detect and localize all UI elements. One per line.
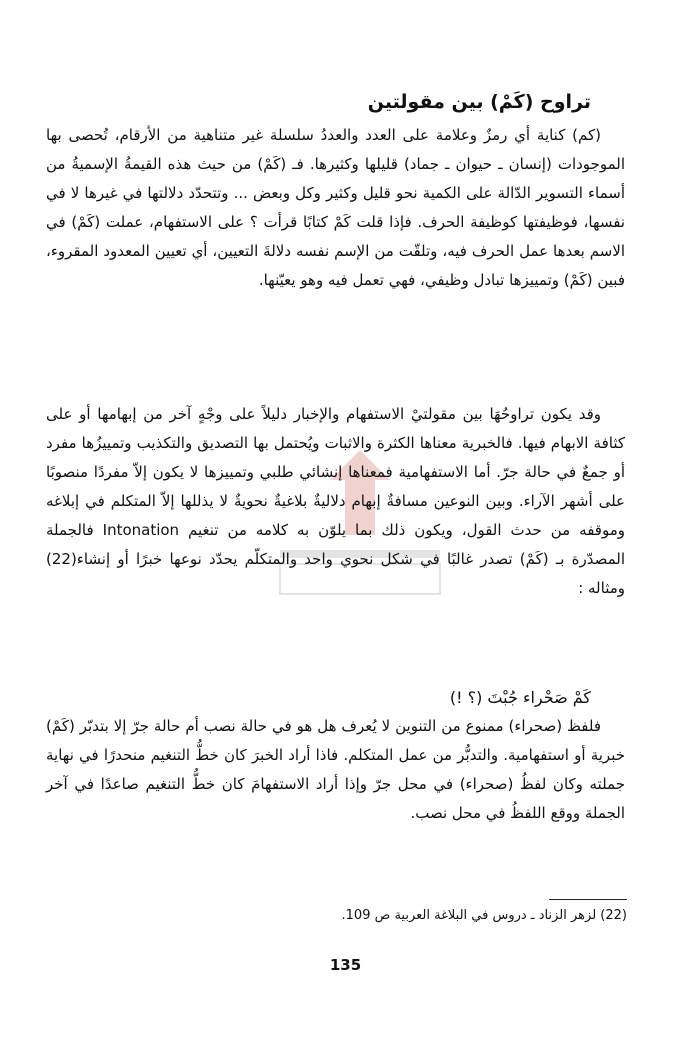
paragraph-3-text: فلفظ (صحراء) ممنوع من التنوين لا يُعرف هل هو في حالة نصب أم حالة جرّ إلا بتدبّر (كَمْ) خبرية أو استفهامية. والتدبُّر من عمل المتكلم. فاذا أراد الخبرَ كان خطُّ التنغيم منحدرًا في نهاية جملته وكان لفظُ (صحراء) في محل جرّ وإذا أراد الاستفهامَ كان خطُّ التنغيم صاعدًا في آخر الجملة ووقع اللفظُ في محل نصب. — [46, 717, 625, 822]
paragraph-2 — [46, 400, 625, 603]
paragraph-1 — [46, 121, 625, 295]
page-number: 135 — [329, 956, 362, 974]
footnote-22: (22) لزهر الزناد ـ دروس في البلاغة العربية ص 109. — [341, 908, 627, 923]
section-heading: تراوح (كَمْ) بين مقولتين — [367, 91, 591, 113]
paragraph-2-text: وقد يكون تراوحُهَا بين مقولتيْ الاستفهام والإخبار دليلاً على وجْهٍ آخر من إبهامها أو على كثافة الابهام فيها. فالخبرية معناها الكثرة والاثبات ويُحتمل بها التصديق والتكذيب وتمييزُها مفرد أو جمعٌ في حالة جرّ. أما الاستفهامية فمعناها إنشائي طلبي وتمييزها لا يكون إلاّ مفردًا منصوبًا على أشهر الآراء. وبين النوعين مسافةٌ إبهام دلاليةٌ بلاغيةٌ نحويةٌ لا يذللها إلاّ المتكلم في إبلاغه وموقفه من حدث القول، ويكون ذلك بما يلوّن به كلامه من تنغيم Intonation فالجملة المصدّرة بـ (كَمْ) تصدر غالبًا في شكل نحوي واحد والمتكلّم يحدّد نوعها خبرًا أو إنشاء(22) ومثاله : — [46, 405, 625, 597]
paragraph-1-text: (كم) كناية أي رمزٌ وعلامة على العدد والعددُ سلسلة غير متناهية من الأرقام، تُحصى بها الموجودات (إنسان ـ حيوان ـ جماد) قليلها وكثيرها. فـ (كَمْ) من حيث هذه القيمةُ الإسميةُ من أسماء التسوير الدّالة على الكمية نحو قليل وكثير وكل وبعض ... وتتحدّد دلالتها في غيرها لا في نفسها، فوظيفتها كوظيفة الحرف. فإذا قلت كَمْ كتابًا قرأت ؟ على الاستفهام، عملت (كَمْ) في الاسم بعدها عمل الحرف فيه، وتلقّت من الإسم نفسه دلالةَ التعيين، أي تعيين المعدود المقروء، فبين (كَمْ) وتمييزها تبادل وظيفي، فهي تعمل فيه وهو يعيّنها. — [46, 126, 625, 289]
example-sentence: كَمْ صَحْراء جُبْتَ (؟ !) — [449, 688, 591, 707]
footnote-divider — [549, 899, 627, 900]
paragraph-3 — [46, 712, 625, 828]
